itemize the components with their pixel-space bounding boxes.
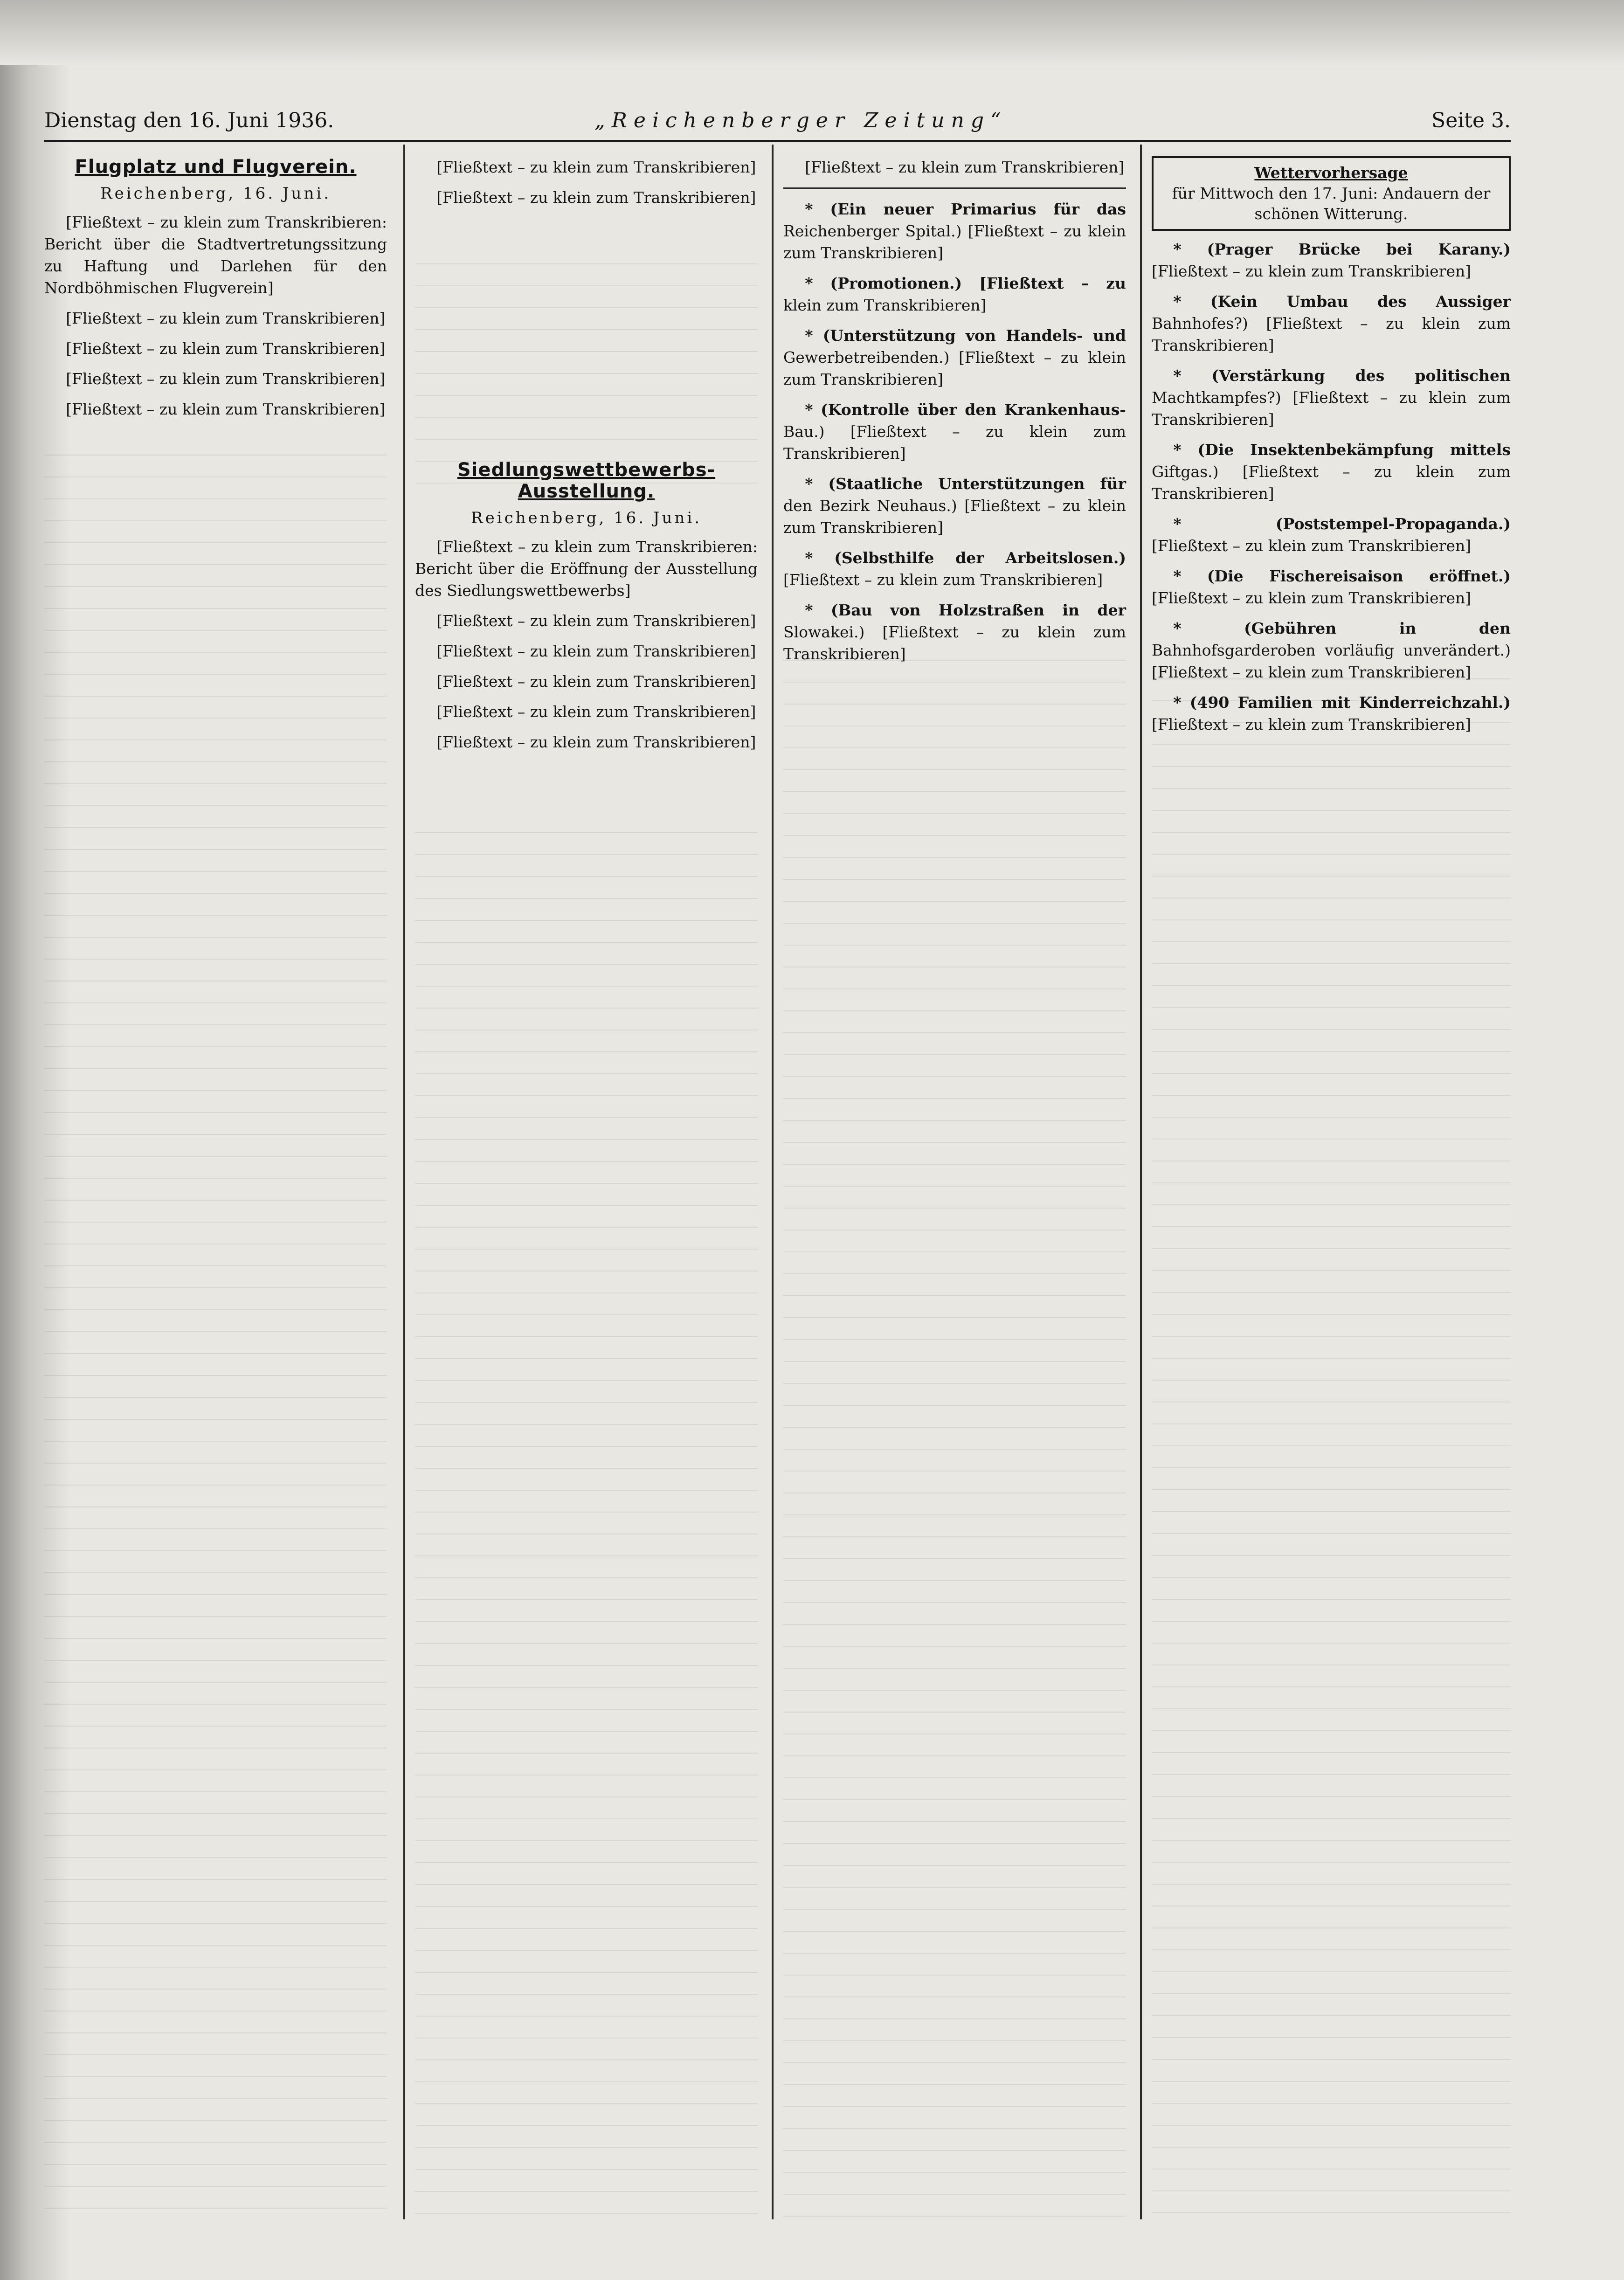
issue-date: Dienstag den 16. Juni 1936. <box>44 109 334 132</box>
news-item: * (Ein neuer Primarius für das Reichenberger Spital.) [Fließtext – zu klein zum Transkribieren] <box>783 200 1126 262</box>
article-paragraph: [Fließtext – zu klein zum Transkribieren] <box>66 400 386 418</box>
news-item: * (Die Insektenbekämpfung mittels Giftgas.) [Fließtext – zu klein zum Transkribieren] <box>1152 441 1511 503</box>
column-1 <box>44 156 387 428</box>
body-text-lines <box>415 832 758 2226</box>
weather-text: für Mittwoch den 17. Juni: Andauern der schönen Witterung. <box>1172 184 1491 223</box>
body-text-lines <box>783 660 1126 2226</box>
weather-title: Wettervorhersage <box>1254 164 1408 182</box>
article-paragraph: [Fließtext – zu klein zum Transkribieren] <box>66 339 386 358</box>
article-paragraph: [Fließtext – zu klein zum Transkribieren] <box>805 158 1125 176</box>
news-item: * (Die Fischereisaison eröffnet.) [Fließtext – zu klein zum Transkribieren] <box>1152 567 1511 607</box>
article-title: Siedlungswettbewerbs-Ausstellung. <box>457 459 716 502</box>
column-3 <box>783 156 1126 673</box>
article-paragraph: [Fließtext – zu klein zum Transkribieren: Bericht über die Eröffnung der Ausstellung des Siedlungswettbewerbs] <box>415 538 758 600</box>
news-item: * (Poststempel-Propaganda.) [Fließtext – zu klein zum Transkribieren] <box>1152 515 1511 555</box>
article-paragraph: [Fließtext – zu klein zum Transkribieren] <box>436 188 756 207</box>
article-paragraph: [Fließtext – zu klein zum Transkribieren] <box>436 158 756 176</box>
article-paragraph: [Fließtext – zu klein zum Transkribieren] <box>66 370 386 388</box>
news-item: * (Gebühren in den Bahnhofsgarderoben vorläufig unverändert.) [Fließtext – zu klein zum Transkribieren] <box>1152 619 1511 681</box>
newspaper-title: „Reichenberger Zeitung“ <box>594 109 1008 132</box>
article-dateline: Reichenberg, 16. Juni. <box>470 509 702 527</box>
news-item: * (Verstärkung des politischen Machtkampfes?) [Fließtext – zu klein zum Transkribieren] <box>1152 366 1511 428</box>
column-4 <box>1152 156 1511 744</box>
news-item: * (Prager Brücke bei Karany.) [Fließtext – zu klein zum Transkribieren] <box>1152 240 1511 280</box>
column-2 <box>415 156 758 761</box>
page-header <box>44 105 1511 142</box>
article-paragraph: [Fließtext – zu klein zum Transkribieren] <box>436 733 756 751</box>
body-text-lines <box>1152 678 1511 2217</box>
body-text-lines <box>415 263 758 487</box>
article-dateline: Reichenberg, 16. Juni. <box>100 184 332 203</box>
article-paragraph: [Fließtext – zu klein zum Transkribieren: Bericht über die Stadtvertretungssitzung zu Haftung und Darlehen für den Nordböhmischen Flugverein] <box>44 213 387 297</box>
news-item: * (Selbsthilfe der Arbeitslosen.) [Fließtext – zu klein zum Transkribieren] <box>783 549 1126 589</box>
section-divider <box>783 187 1126 189</box>
article-title: Flugplatz und Flugverein. <box>75 156 357 178</box>
news-item: * (490 Familien mit Kinderreichzahl.) [Fließtext – zu klein zum Transkribieren] <box>1152 693 1511 733</box>
page-number: Seite 3. <box>1431 109 1511 132</box>
column-rule <box>772 145 774 2219</box>
news-item: * (Staatliche Unterstützungen für den Bezirk Neuhaus.) [Fließtext – zu klein zum Transkribieren] <box>783 475 1126 537</box>
news-item: * (Promotionen.) [Fließtext – zu klein zum Transkribieren] <box>783 274 1126 314</box>
article-paragraph: [Fließtext – zu klein zum Transkribieren] <box>436 612 756 630</box>
article-paragraph: [Fließtext – zu klein zum Transkribieren] <box>436 642 756 660</box>
column-rule <box>403 145 405 2219</box>
newspaper-page <box>44 105 1511 2226</box>
news-item: * (Kontrolle über den Krankenhaus-Bau.) [Fließtext – zu klein zum Transkribieren] <box>783 401 1126 463</box>
scan-shadow-top <box>0 0 1624 65</box>
news-item: * (Kein Umbau des Aussiger Bahnhofes?) [Fließtext – zu klein zum Transkribieren] <box>1152 292 1511 354</box>
news-item: * (Unterstützung von Handels- und Gewerbetreibenden.) [Fließtext – zu klein zum Transkribieren] <box>783 326 1126 388</box>
news-item: * (Bau von Holzstraßen in der Slowakei.) [Fließtext – zu klein zum Transkribieren] <box>783 601 1126 663</box>
article-paragraph: [Fließtext – zu klein zum Transkribieren] <box>436 672 756 691</box>
body-text-lines <box>44 455 387 2226</box>
article-paragraph: [Fließtext – zu klein zum Transkribieren] <box>66 309 386 327</box>
weather-forecast-box <box>1152 156 1511 231</box>
article-paragraph: [Fließtext – zu klein zum Transkribieren] <box>436 703 756 721</box>
column-rule <box>1140 145 1142 2219</box>
